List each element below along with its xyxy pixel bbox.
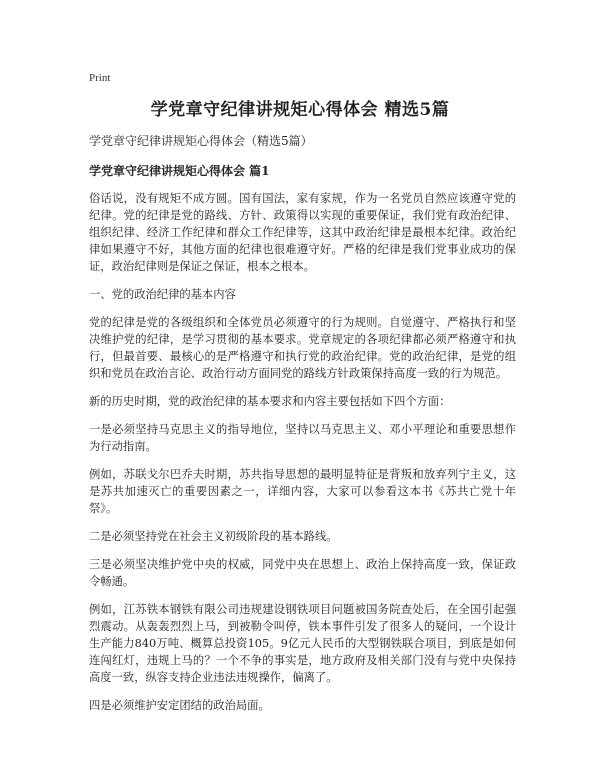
paragraph-5: 一是必须坚持马克思主义的指导地位，坚持以马克思主义、邓小平理论和重要思想作为行动指南。: [89, 423, 516, 453]
paragraph-10: 四是必须维护安定团结的政治局面。: [89, 699, 270, 712]
article-subtitle: 学党章守纪律讲规矩心得体会（精选5篇）: [89, 134, 313, 148]
paragraph-9: 例如，江苏铁本钢铁有限公司违规建设钢铁项目问题被国务院查处后，在全国引起强烈震动。从轰轰烈烈上马，到被勒令叫停，铁本事件引发了很多人的疑问，一个设计生产能力840万吨、概算总投资105。9亿元人民币的大型钢铁联合项目，到底是如何连闯红灯，违规上马的？一个不争的事实是，地方政府及相关部门没有与党中央保持高度一致，纵容支持企业违法违规操作，偏离了。: [89, 603, 516, 684]
paragraph-6: 例如，苏联戈尔巴乔夫时期，苏共指导思想的最明显特征是背叛和放弃列宁主义，这是苏共加速灭亡的重要因素之一，详细内容，大家可以参看这本书《苏共亡党十年祭》。: [89, 468, 516, 515]
paragraph-4: 新的历史时期，党的政治纪律的基本要求和内容主要包括如下四个方面：: [89, 395, 451, 408]
paragraph-1: 俗话说，没有规矩不成方圆。国有国法，家有家规，作为一名党员自然应该遵守党的纪律。党的纪律是党的路线、方针、政策得以实现的重要保证，我们党有政治纪律、组织纪律、经济工作纪律和群众工作纪律等，这其中政治纪律是最根本纪律。政治纪律如果遵守不好，其他方面的纪律也很难遵守好。严格的纪律是我们党事业成功的保证，政治纪律则是保证之保证，根本之根本。: [89, 192, 516, 273]
article-body: [89, 132, 516, 725]
section-heading: 学党章守纪律讲规矩心得体会 篇1: [89, 164, 270, 178]
print-link[interactable]: Print: [89, 72, 111, 84]
page-title: 学党章守纪律讲规矩心得体会 精选5篇: [150, 100, 450, 120]
paragraph-3: 党的纪律是党的各级组织和全体党员必须遵守的行为规则。自觉遵守、严格执行和坚决维护党的纪律，是学习贯彻的基本要求。党章规定的各项纪律都必须严格遵守和执行，但最首要、最核心的是严格遵守和执行党的政治纪律。党的政治纪律，是党的组织和党员在政治言论、政治行动方面同党的路线方针政策保持高度一致的行为规范。: [89, 316, 516, 380]
paragraph-2: 一、党的政治纪律的基本内容: [89, 288, 236, 301]
paragraph-7: 二是必须坚持党在社会主义初级阶段的基本路线。: [89, 530, 338, 543]
paragraph-8: 三是必须坚决维护党中央的权威，同党中央在思想上、政治上保持高度一致，保证政令畅通。: [89, 558, 516, 588]
